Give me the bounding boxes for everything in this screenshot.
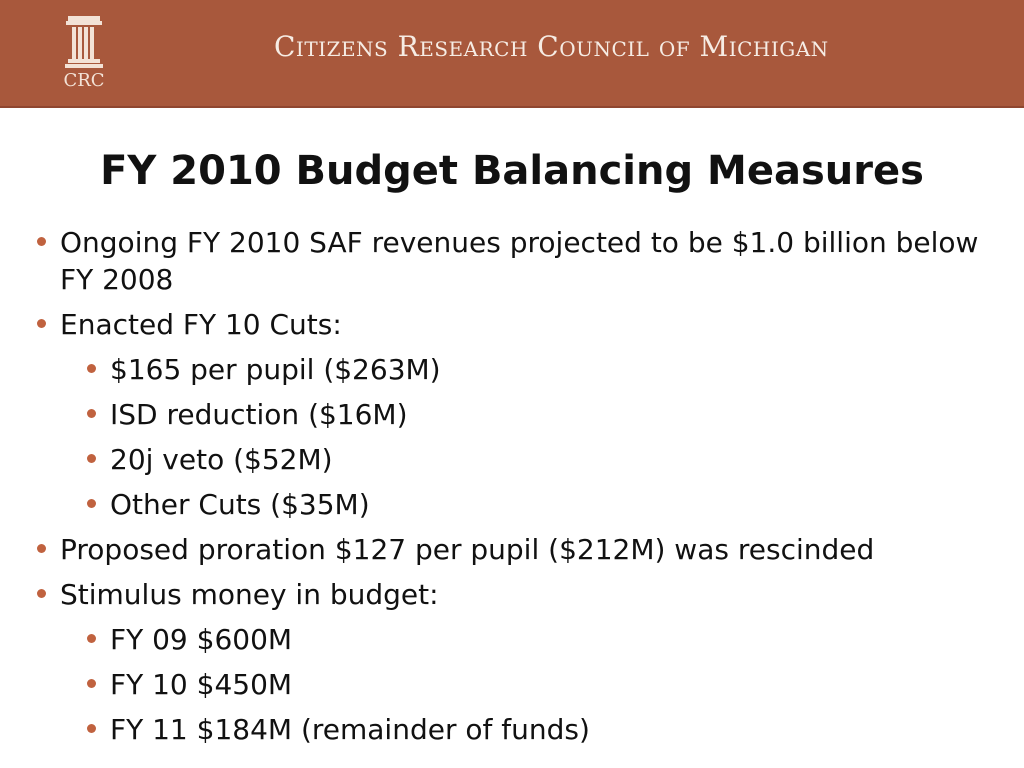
bullet-item xyxy=(34,531,1009,568)
bullet-dot-icon xyxy=(87,454,96,463)
bullet-text: $165 per pupil ($263M) xyxy=(110,353,441,386)
bullet-list xyxy=(34,224,1009,756)
sub-bullet-item xyxy=(34,351,1009,388)
bullet-dot-icon xyxy=(87,724,96,733)
bullet-text: Stimulus money in budget: xyxy=(60,578,439,611)
bullet-dot-icon xyxy=(87,409,96,418)
bullet-text: FY 09 $600M xyxy=(110,623,293,656)
header-banner xyxy=(0,0,1024,108)
organization-name: Citizens Research Council of Michigan xyxy=(274,30,829,63)
bullet-item xyxy=(34,306,1009,343)
bullet-item xyxy=(34,224,1009,298)
sub-bullet-item xyxy=(34,486,1009,523)
bullet-dot-icon xyxy=(37,544,46,553)
bullet-dot-icon xyxy=(37,589,46,598)
column-pillar-icon xyxy=(56,14,112,70)
bullet-text: Other Cuts ($35M) xyxy=(110,488,370,521)
bullet-text: FY 10 $450M xyxy=(110,668,293,701)
sub-bullet-item xyxy=(34,396,1009,433)
bullet-dot-icon xyxy=(87,499,96,508)
sub-bullet-item xyxy=(34,711,1009,748)
bullet-text: FY 11 $184M (remainder of funds) xyxy=(110,713,590,746)
bullet-dot-icon xyxy=(37,319,46,328)
bullet-item xyxy=(34,576,1009,613)
bullet-text: Ongoing FY 2010 SAF revenues projected to be $1.0 billion below FY 2008 xyxy=(60,226,979,296)
sub-bullet-item xyxy=(34,621,1009,658)
logo-text: CRC xyxy=(63,70,105,91)
sub-bullet-item xyxy=(34,441,1009,478)
bullet-dot-icon xyxy=(87,634,96,643)
crc-logo xyxy=(56,14,112,96)
bullet-text: ISD reduction ($16M) xyxy=(110,398,408,431)
bullet-text: Enacted FY 10 Cuts: xyxy=(60,308,342,341)
bullet-text: 20j veto ($52M) xyxy=(110,443,333,476)
bullet-dot-icon xyxy=(87,364,96,373)
bullet-text: Proposed proration $127 per pupil ($212M) was rescinded xyxy=(60,533,875,566)
bullet-dot-icon xyxy=(37,237,46,246)
sub-bullet-item xyxy=(34,666,1009,703)
bullet-dot-icon xyxy=(87,679,96,688)
slide-title: FY 2010 Budget Balancing Measures xyxy=(100,148,924,194)
